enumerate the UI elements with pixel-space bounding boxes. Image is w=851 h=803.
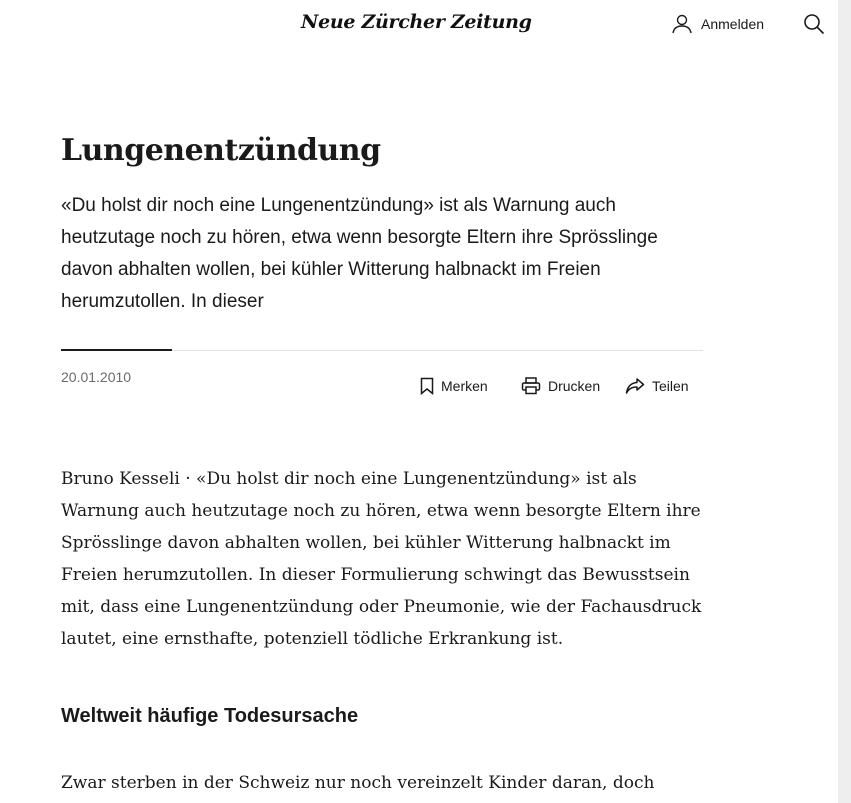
printer-icon (521, 377, 541, 395)
bookmark-button[interactable] (420, 377, 488, 395)
article-title: Lungenentzündung (61, 133, 381, 168)
meta-divider-accent (61, 349, 172, 351)
article-lead: «Du holst dir noch eine Lungenentzündung» ist als Warnung auch heutzutage noch zu hören, etwa wenn besorgte Eltern ihre Sprösslinge davon abhalten wollen, bei kühler Witterung halbnackt im Freien herumzutollen. In dieser (61, 195, 658, 312)
logo[interactable]: Neue Zürcher Zeitung (301, 11, 532, 33)
article-paragraph: Bruno Kesseli · «Du holst dir noch eine Lungenentzündung» ist als Warnung auch heutzutage noch zu hören, etwa wenn besorgte Eltern ihre Sprösslinge davon abhalten wollen, bei kühler Witterung halbnackt im Freien herumzutollen. In dieser Formulierung schwingt das Bewusstsein mit, dass eine Lungenentzündung oder Pneumonie, wie der Fachausdruck lautet, eine ernsthafte, potenziell tödliche Erkrankung ist. (61, 469, 702, 649)
scrollbar[interactable] (838, 0, 851, 803)
article-subheading: Weltweit häufige Todesursache (61, 705, 359, 727)
print-label: Drucken (548, 378, 601, 394)
article-paragraph-2: Zwar sterben in der Schweiz nur noch vereinzelt Kinder daran, doch (61, 773, 655, 793)
masthead (0, 0, 838, 50)
user-icon (671, 13, 693, 35)
publish-date: 20.01.2010 (61, 369, 132, 385)
share-button[interactable] (625, 377, 689, 395)
share-icon (625, 377, 645, 395)
print-button[interactable] (521, 377, 600, 395)
share-label: Teilen (652, 378, 689, 394)
bookmark-icon (420, 377, 434, 395)
bookmark-label: Merken (441, 378, 488, 394)
search-button[interactable] (803, 13, 825, 35)
login-label: Anmelden (701, 16, 765, 32)
login-button[interactable] (671, 13, 764, 35)
search-icon (803, 13, 825, 35)
